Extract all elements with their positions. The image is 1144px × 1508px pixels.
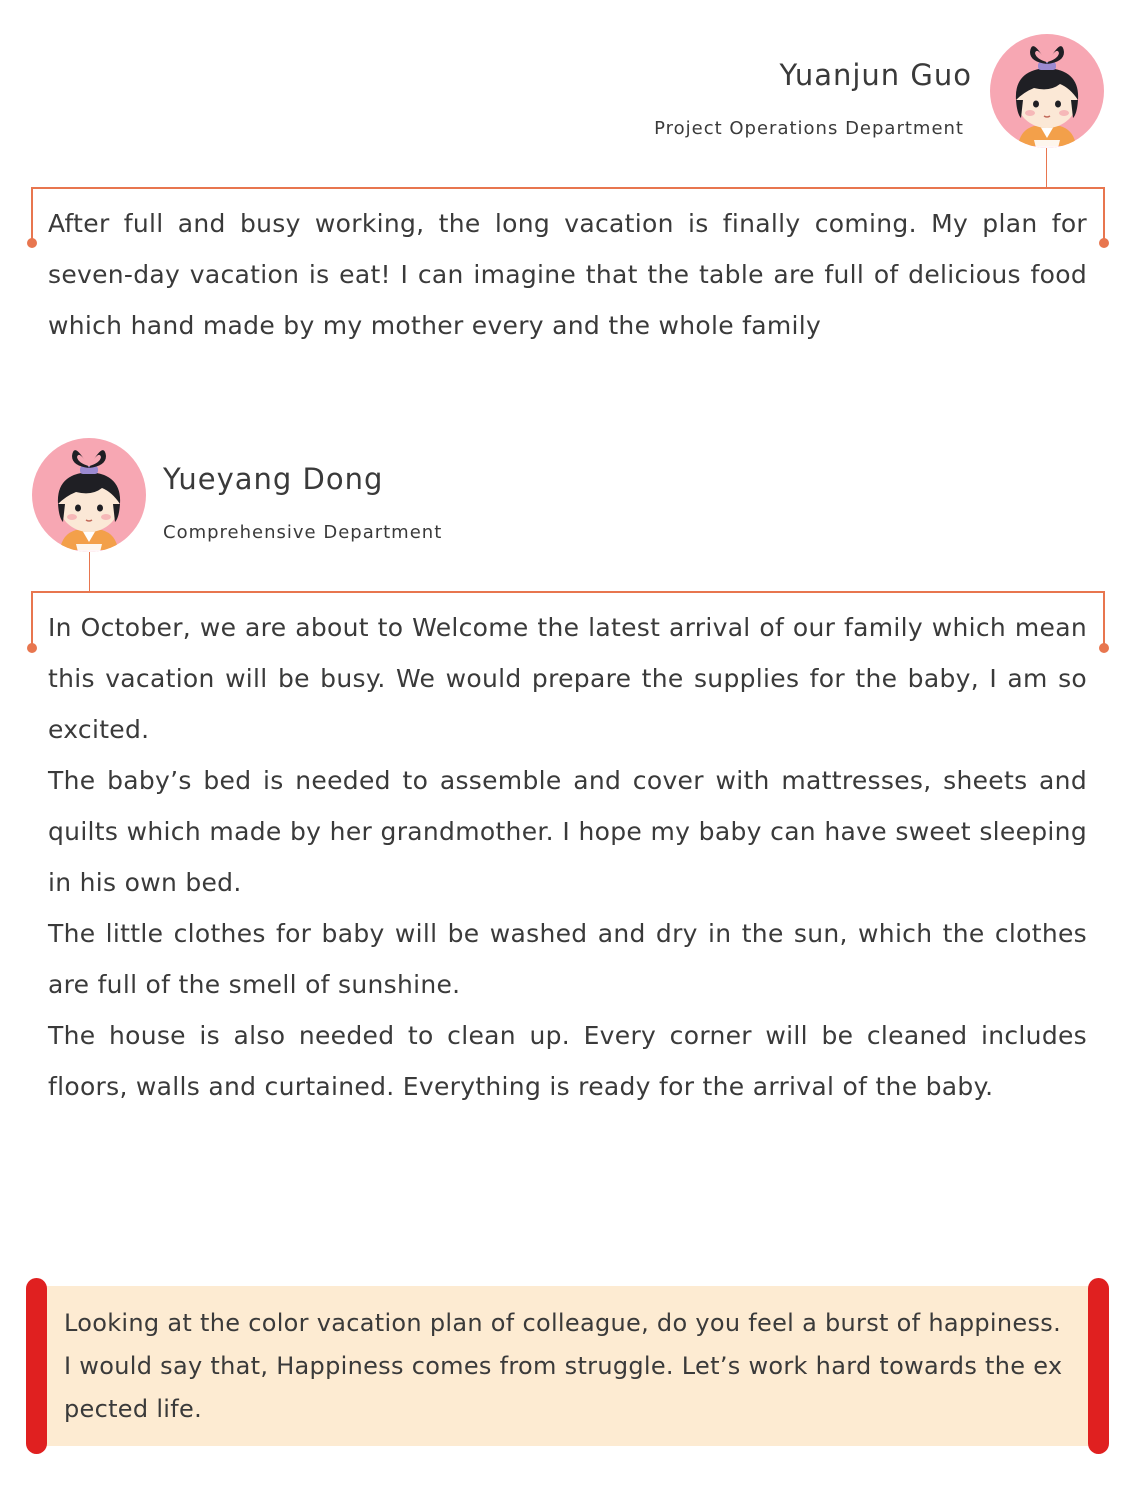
entry-body	[48, 602, 1087, 1112]
bracket-left-dot	[27, 643, 37, 653]
bracket-right-dot	[1099, 238, 1109, 248]
connector-line	[89, 552, 90, 592]
paragraph: The house is also needed to clean up. Every corner will be cleaned includes floors, walls and curtained. Everything is ready for the arrival of the baby.	[48, 1021, 1087, 1101]
closing-right-bar	[1088, 1278, 1109, 1454]
paragraph: In October, we are about to Welcome the latest arrival of our family which mean this vacation will be busy. We would prepare the supplies for the baby, I am so excited.	[48, 613, 1087, 744]
bracket-top-line	[31, 187, 1105, 189]
bracket-left-dot	[27, 238, 37, 248]
bracket-right-line	[1103, 591, 1105, 647]
bracket-top-line	[31, 591, 1105, 593]
avatar	[990, 34, 1104, 148]
author-name: Yueyang Dong	[163, 462, 384, 496]
closing-left-bar	[26, 1278, 47, 1454]
bracket-left-line	[31, 591, 33, 647]
girl-avatar-icon	[990, 34, 1104, 148]
connector-line	[1046, 148, 1047, 188]
girl-avatar-icon	[32, 438, 146, 552]
bracket-right-dot	[1099, 643, 1109, 653]
paragraph: After full and busy working, the long vacation is finally coming. My plan for seven-day vacation is eat! I can imagine that the table are full of delicious food which hand made by my mother every and the whole family	[48, 209, 1087, 340]
paragraph: The baby’s bed is needed to assemble and cover with mattresses, sheets and quilts which made by her grandmother. I hope my baby can have sweet sleeping in his own bed.	[48, 766, 1087, 897]
closing-text: Looking at the color vacation plan of colleague, do you feel a burst of happiness. I would say that, Happiness comes from struggle. Let’s work hard towards the expected life.	[64, 1309, 1063, 1423]
avatar	[32, 438, 146, 552]
bracket-right-line	[1103, 187, 1105, 243]
bracket-left-line	[31, 187, 33, 243]
author-name: Yuanjun Guo	[779, 58, 972, 92]
author-department: Comprehensive Department	[163, 522, 443, 543]
author-department: Project Operations Department	[654, 118, 964, 139]
entry-body	[48, 198, 1087, 351]
paragraph: The little clothes for baby will be washed and dry in the sun, which the clothes are full of the smell of sunshine.	[48, 919, 1087, 999]
